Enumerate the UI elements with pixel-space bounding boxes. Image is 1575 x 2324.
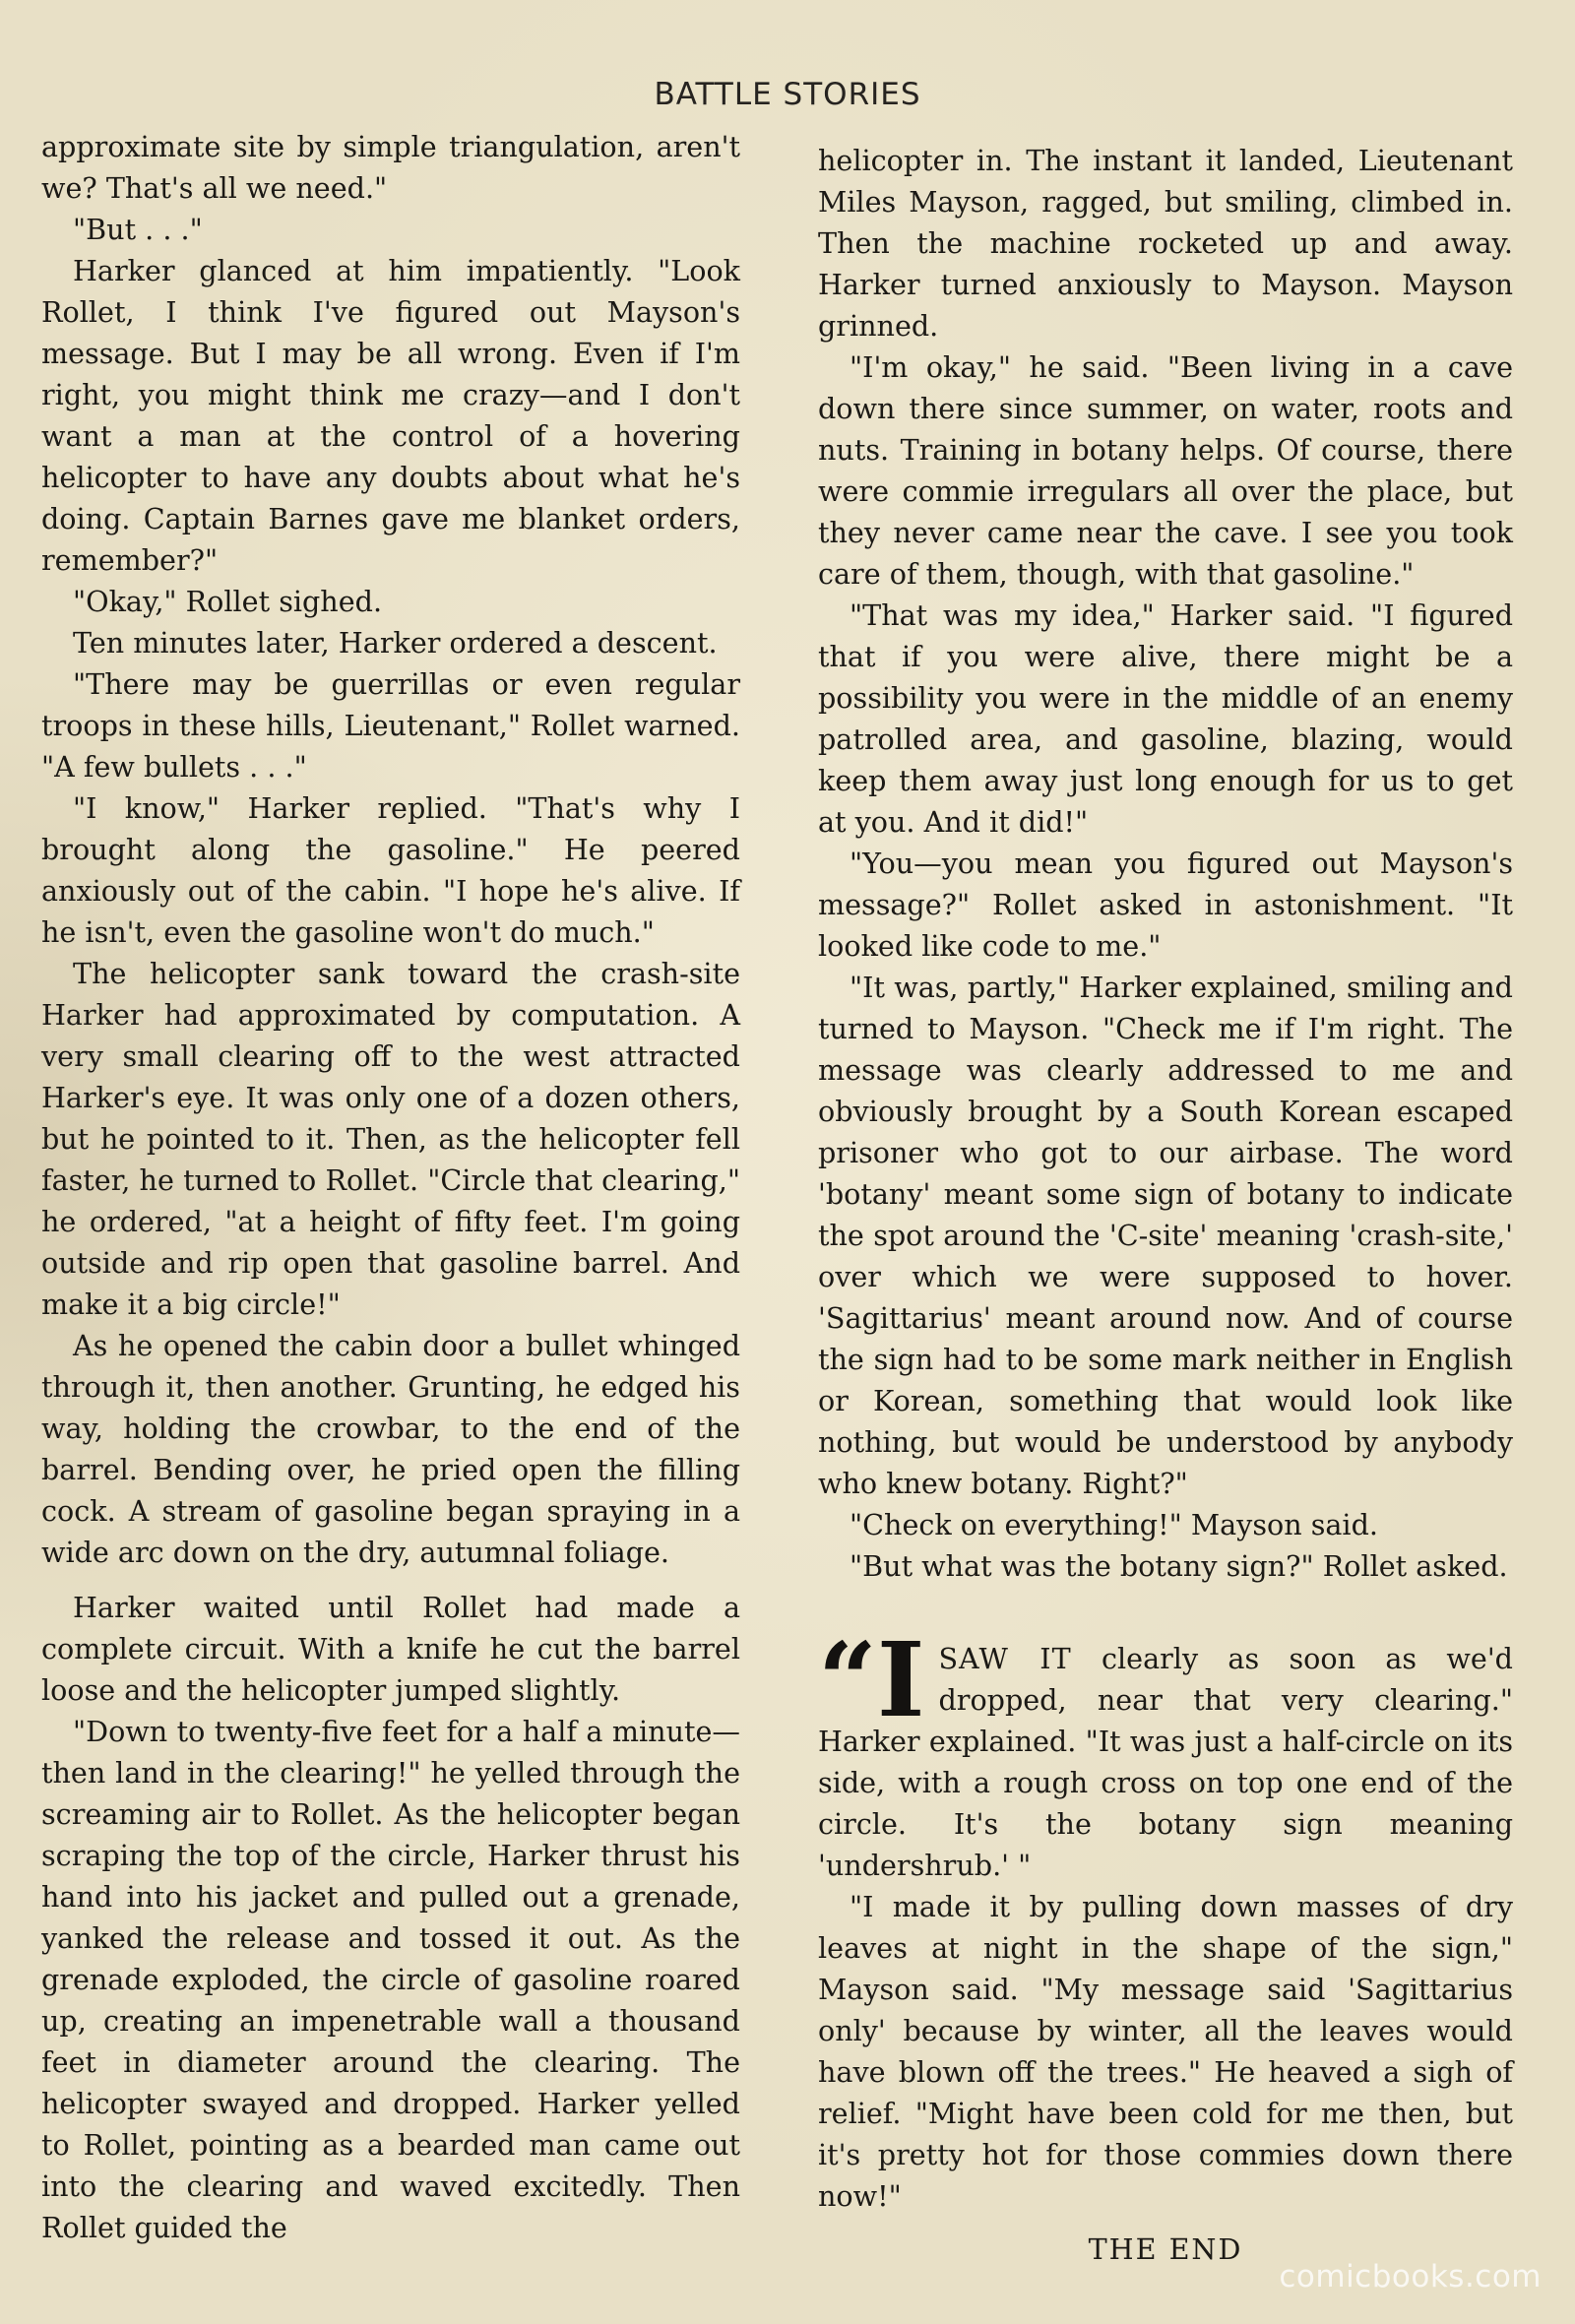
paragraph: "But . . .": [73, 213, 203, 246]
paragraph: "Down to twenty-five feet for a half a minute—then land in the clearing!" he yelled through the screaming air to Rollet. As the helicopter began scraping the top of the circle, Harker thrust his hand into his jacket and pulled out a grenade, yanked the release and tossed it out. As the grenade exploded, the circle of gasoline roared up, creating an impenetrable wall a thousand feet in diameter around the clearing. The helicopter swayed and dropped. Harker yelled to Rollet, pointing as a bearded man came out into the clearing and waved excitedly. Then Rollet guided the: [41, 1715, 740, 2244]
paragraph: "I know," Harker replied. "That's why I brought along the gasoline." He peered anxiously out of the cabin. "I hope he's alive. If he isn't, even the gasoline won't do much.": [41, 791, 740, 949]
paragraph: approximate site by simple triangulation, aren't we? That's all we need.": [41, 130, 740, 205]
drop-cap: “I: [818, 1619, 925, 1740]
paragraph: "It was, partly," Harker explained, smiling and turned to Mayson. "Check me if I'm right. The message was clearly addressed to me and obviously brought by a South Korean escaped prisoner who got to our airbase. The word 'botany' meant some sign of botany to indicate the spot around the 'C-site' meaning 'crash-site,' over which we were supposed to hover. 'Sagittarius' meant around now. And of course the sign had to be some mark neither in English or Korean, something that would look like nothing, but would be understood by anybody who knew botany. Right?": [818, 971, 1513, 1500]
paragraph: "But what was the botany sign?" Rollet asked.: [850, 1549, 1508, 1583]
paragraph: The helicopter sank toward the crash-site Harker had approximated by computation. A very small clearing off to the west attracted Harker's eye. It was only one of a dozen others, but he pointed to it. Then, as the helicopter fell faster, he turned to Rollet. "Circle that clearing," he ordered, "at a height of fifty feet. I'm going outside and rip open that gasoline barrel. And make it a big circle!": [41, 957, 740, 1321]
left-column: [41, 126, 740, 2248]
paragraph: helicopter in. The instant it landed, Lieutenant Miles Mayson, ragged, but smiling, climbed in. Then the machine rocketed up and away. Harker turned anxiously to Mayson. Mayson grinned.: [818, 144, 1513, 343]
paragraph: "I'm okay," he said. "Been living in a cave down there since summer, on water, roots and nuts. Training in botany helps. Of course, there were commie irregulars all over the place, but they never came near the cave. I see you took care of them, though, with that gasoline.": [818, 350, 1513, 591]
the-end: THE END: [1088, 2232, 1243, 2266]
paragraph: As he opened the cabin door a bullet whinged through it, then another. Grunting, he edged his way, holding the crowbar, to the end of the barrel. Bending over, he pried open the filling cock. A stream of gasoline began spraying in a wide arc down on the dry, autumnal foliage.: [41, 1329, 740, 1569]
dropcap-paragraph: [818, 1619, 1513, 1886]
paragraph: "I made it by pulling down masses of dry leaves at night in the shape of the sign," Mayson said. "My message said 'Sagittarius only' because by winter, all the leaves would have blown off the trees." He heaved a sigh of relief. "Might have been cold for me then, but it's pretty hot for those commies down there now!": [818, 1890, 1513, 2213]
watermark: comicbooks.com: [1279, 2259, 1542, 2294]
dropcap-text: clearly as soon as we'd dropped, near that very clearing." Harker explained. "It was just a half-circle on its side, with a rough cross on top one end of the circle. It's the botany sign meaning 'undershrub.' ": [818, 1642, 1513, 1882]
paragraph: "Check on everything!" Mayson said.: [850, 1508, 1378, 1541]
paragraph: Ten minutes later, Harker ordered a descent.: [73, 626, 718, 660]
paragraph: "You—you mean you figured out Mayson's message?" Rollet asked in astonishment. "It looked like code to me.": [818, 847, 1513, 963]
lead-words: SAW IT: [938, 1642, 1072, 1675]
running-head: BATTLE STORIES: [654, 77, 921, 112]
paragraph: "Okay," Rollet sighed.: [73, 585, 383, 618]
right-column: [818, 140, 1513, 2270]
paragraph: Harker glanced at him impatiently. "Look Rollet, I think I've figured out Mayson's message. But I may be all wrong. Even if I'm right, you might think me crazy—and I don't want a man at the control of a hovering helicopter to have any doubts about what he's doing. Captain Barnes gave me blanket orders, remember?": [41, 254, 740, 577]
paragraph: "There may be guerrillas or even regular troops in these hills, Lieutenant," Rollet warned. "A few bullets . . .": [41, 667, 740, 784]
paragraph: "That was my idea," Harker said. "I figured that if you were alive, there might be a possibility you were in the middle of an enemy patrolled area, and gasoline, blazing, would keep them away just long enough for us to get at you. And it did!": [818, 598, 1513, 839]
paragraph: Harker waited until Rollet had made a complete circuit. With a knife he cut the barrel loose and the helicopter jumped slightly.: [41, 1591, 740, 1707]
